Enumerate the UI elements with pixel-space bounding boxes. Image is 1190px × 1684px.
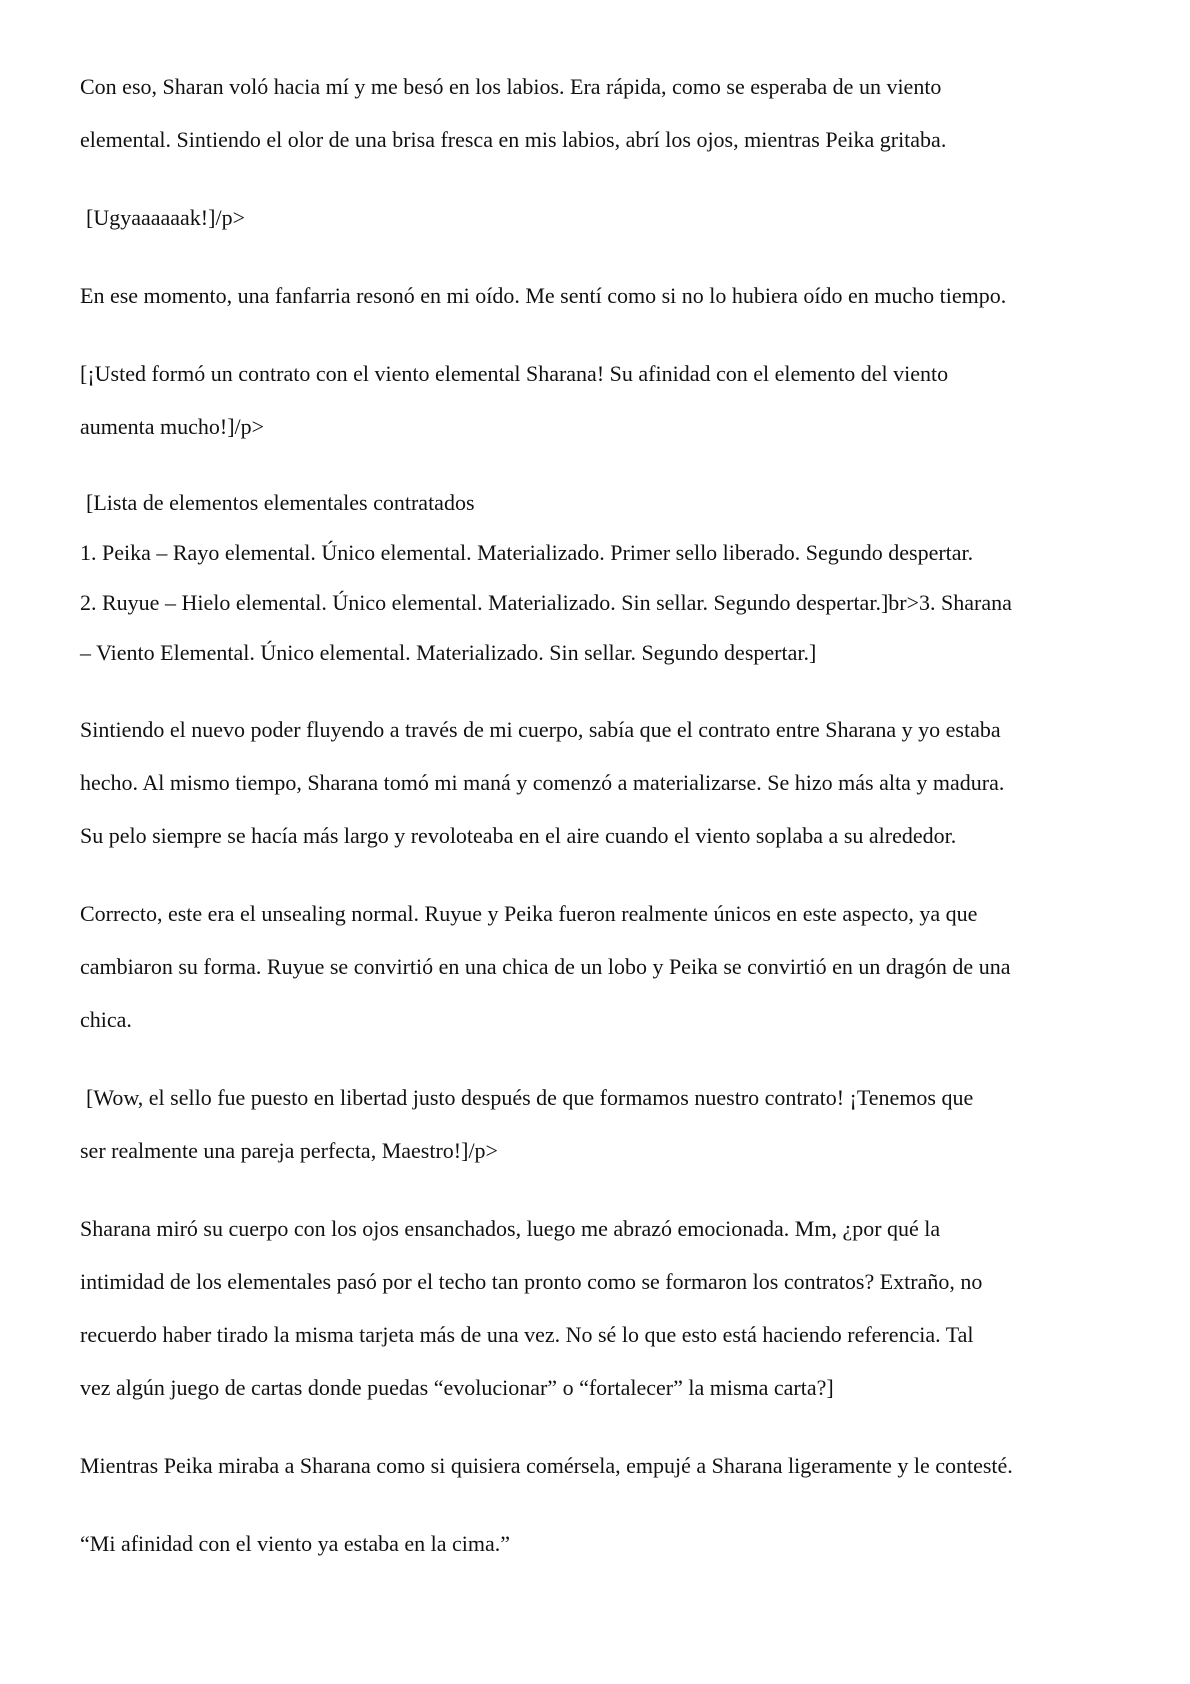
text-line: aumenta mucho!]/p> bbox=[80, 414, 265, 439]
paragraph-9 bbox=[80, 1202, 1120, 1414]
text-line: [Lista de elementos elementales contratados bbox=[86, 490, 475, 515]
text-line: vez algún juego de cartas donde puedas “evolucionar” o “fortalecer” la misma carta?] bbox=[80, 1375, 834, 1400]
text-line: En ese momento, una fanfarria resonó en mi oído. Me sentí como si no lo hubiera oído en mucho tiempo. bbox=[80, 283, 1007, 308]
document-page bbox=[80, 60, 1120, 1570]
text-line: 1. Peika – Rayo elemental. Único elemental. Materializado. Primer sello liberado. Segundo despertar. bbox=[80, 540, 974, 565]
paragraph-5-list bbox=[80, 478, 1120, 678]
text-line: – Viento Elemental. Único elemental. Materializado. Sin sellar. Segundo despertar.] bbox=[80, 640, 817, 665]
paragraph-7 bbox=[80, 887, 1120, 1046]
text-line: cambiaron su forma. Ruyue se convirtió en una chica de un lobo y Peika se convirtió en un dragón de una bbox=[80, 954, 1011, 979]
paragraph-6 bbox=[80, 703, 1120, 862]
text-line: [Wow, el sello fue puesto en libertad justo después de que formamos nuestro contrato! ¡Tenemos que bbox=[86, 1085, 974, 1110]
text-line: “Mi afinidad con el viento ya estaba en la cima.” bbox=[80, 1531, 511, 1556]
text-line: Correcto, este era el unsealing normal. Ruyue y Peika fueron realmente únicos en este aspecto, ya que bbox=[80, 901, 978, 926]
text-line: elemental. Sintiendo el olor de una brisa fresca en mis labios, abrí los ojos, mientras Peika gritaba. bbox=[80, 127, 947, 152]
text-line: intimidad de los elementales pasó por el techo tan pronto como se formaron los contratos? Extraño, no bbox=[80, 1269, 983, 1294]
paragraph-1 bbox=[80, 60, 1120, 166]
text-line: hecho. Al mismo tiempo, Sharana tomó mi maná y comenzó a materializarse. Se hizo más alta y madura. bbox=[80, 770, 1005, 795]
paragraph-8 bbox=[80, 1071, 1120, 1177]
text-line: [¡Usted formó un contrato con el viento elemental Sharana! Su afinidad con el elemento del viento bbox=[80, 361, 949, 386]
paragraph-11 bbox=[80, 1517, 1120, 1570]
text-line: 2. Ruyue – Hielo elemental. Único elemental. Materializado. Sin sellar. Segundo despertar.]br>3. Sharana bbox=[80, 590, 1012, 615]
text-line: Su pelo siempre se hacía más largo y revoloteaba en el aire cuando el viento soplaba a su alrededor. bbox=[80, 823, 957, 848]
text-line: Sintiendo el nuevo poder fluyendo a través de mi cuerpo, sabía que el contrato entre Sharana y yo estaba bbox=[80, 717, 1001, 742]
paragraph-3 bbox=[80, 269, 1120, 322]
text-line: Con eso, Sharan voló hacia mí y me besó en los labios. Era rápida, como se esperaba de un viento bbox=[80, 74, 942, 99]
text-line: chica. bbox=[80, 1007, 132, 1032]
paragraph-2 bbox=[80, 191, 1120, 244]
text-line: ser realmente una pareja perfecta, Maestro!]/p> bbox=[80, 1138, 498, 1163]
paragraph-4 bbox=[80, 347, 1120, 453]
text-line: Sharana miró su cuerpo con los ojos ensanchados, luego me abrazó emocionada. Mm, ¿por qué la bbox=[80, 1216, 941, 1241]
text-line: Mientras Peika miraba a Sharana como si quisiera comérsela, empujé a Sharana ligeramente y le contesté. bbox=[80, 1453, 1013, 1478]
text-line: recuerdo haber tirado la misma tarjeta más de una vez. No sé lo que esto está haciendo referencia. Tal bbox=[80, 1322, 974, 1347]
paragraph-10 bbox=[80, 1439, 1120, 1492]
text-line: [Ugyaaaaaak!]/p> bbox=[86, 205, 245, 230]
